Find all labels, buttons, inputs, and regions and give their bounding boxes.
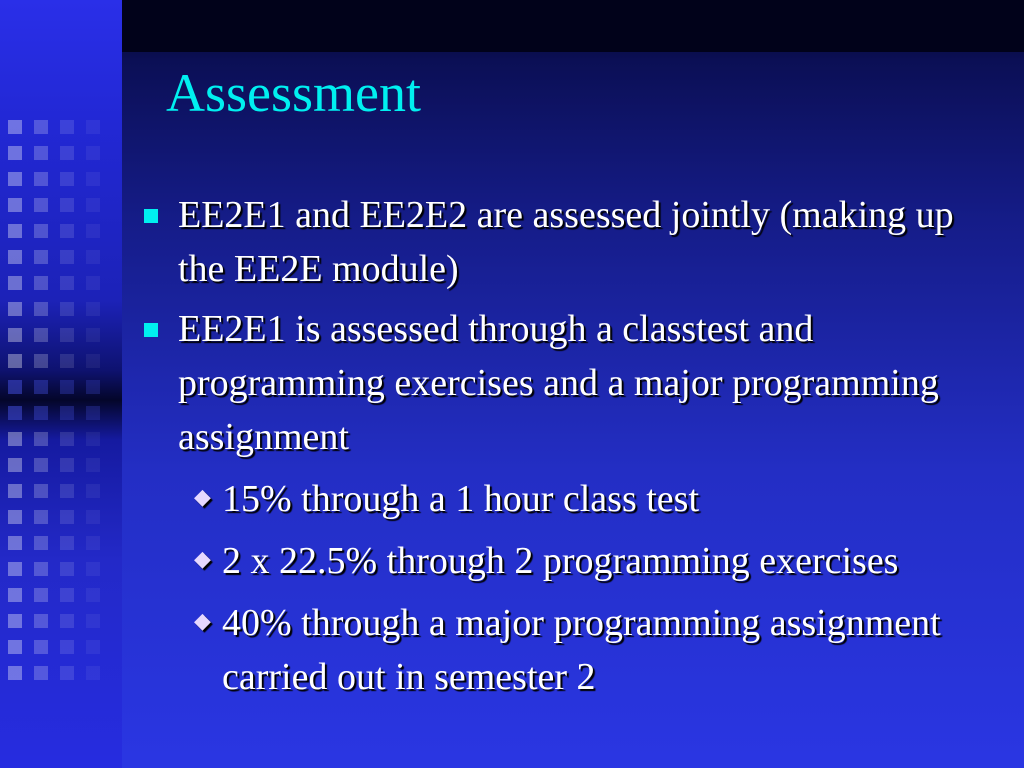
decorative-square [34,562,48,576]
decorative-square [60,536,74,550]
decorative-square [86,510,100,524]
decorative-square [34,432,48,446]
decorative-square [34,146,48,160]
decorative-square [86,198,100,212]
decorative-square [86,614,100,628]
decorative-square [8,224,22,238]
decorative-square [86,562,100,576]
decorative-square [34,666,48,680]
decorative-square [60,172,74,186]
decorative-square [60,250,74,264]
decorative-square [8,120,22,134]
bullet-list [140,188,1000,704]
bullet-text: EE2E1 and EE2E2 are assessed jointly (making up the EE2E module) [178,194,954,290]
decorative-square [86,432,100,446]
decorative-square [8,640,22,654]
decorative-square [8,432,22,446]
decorative-square [8,562,22,576]
decorative-square [86,224,100,238]
sub-bullet-item [192,534,1000,588]
decorative-square [34,328,48,342]
decorative-square [60,484,74,498]
decorative-square [86,588,100,602]
slide-title: Assessment [166,63,421,123]
decorative-square [86,406,100,420]
decorative-square [8,666,22,680]
bullet-text: EE2E1 is assessed through a classtest and programming exercises and a major programming assignment [178,308,939,458]
square-bullet-icon [144,209,158,223]
decorative-square [8,354,22,368]
decorative-square [8,276,22,290]
decorative-square [8,198,22,212]
decorative-square [8,484,22,498]
sub-bullet-text: 40% through a major programming assignment carried out in semester 2 [222,602,941,698]
decorative-square [60,380,74,394]
decorative-square [8,510,22,524]
decorative-square [86,380,100,394]
decorative-square [34,224,48,238]
decorative-square [60,666,74,680]
decorative-square [60,640,74,654]
decorative-square [60,120,74,134]
decorative-square [8,328,22,342]
decorative-square [8,302,22,316]
decorative-square [8,536,22,550]
decorative-square [60,146,74,160]
decorative-square [34,198,48,212]
decorative-square [34,302,48,316]
decorative-square [34,614,48,628]
decorative-square [86,484,100,498]
decorative-square [34,458,48,472]
decorative-square [34,354,48,368]
decorative-square [60,276,74,290]
decorative-square [86,120,100,134]
decorative-square [60,614,74,628]
decorative-square [8,614,22,628]
decorative-square [34,484,48,498]
decorative-square [34,406,48,420]
decorative-square [60,510,74,524]
decorative-square [60,432,74,446]
decorative-squares [4,0,116,768]
decorative-square [60,328,74,342]
decorative-square [34,120,48,134]
decorative-square [34,640,48,654]
decorative-square [86,276,100,290]
decorative-square [8,380,22,394]
decorative-square [34,536,48,550]
decorative-square [86,354,100,368]
decorative-square [60,406,74,420]
decorative-square [86,536,100,550]
decorative-square [8,588,22,602]
sub-bullet-item [192,472,1000,526]
decorative-square [34,276,48,290]
decorative-square [8,458,22,472]
decorative-square [60,198,74,212]
sub-bullet-text: 2 x 22.5% through 2 programming exercises [222,540,899,582]
decorative-square [86,640,100,654]
decorative-square [60,588,74,602]
decorative-square [86,328,100,342]
decorative-square [8,250,22,264]
decorative-square [34,172,48,186]
side-decoration-panel [0,0,122,768]
top-dark-band [122,0,1024,52]
diamond-bullet-icon: ◆ [194,546,211,571]
decorative-square [34,380,48,394]
sub-bullet-item [192,596,1000,704]
decorative-square [34,588,48,602]
decorative-square [60,224,74,238]
decorative-square [86,302,100,316]
decorative-square [60,302,74,316]
decorative-square [86,666,100,680]
decorative-square [34,510,48,524]
decorative-square [60,458,74,472]
decorative-square [60,354,74,368]
decorative-square [86,146,100,160]
decorative-square [86,172,100,186]
bullet-item [140,302,1000,464]
decorative-square [86,458,100,472]
decorative-square [34,250,48,264]
diamond-bullet-icon: ◆ [194,608,211,633]
decorative-square [8,172,22,186]
decorative-square [8,406,22,420]
square-bullet-icon [144,323,158,337]
decorative-square [60,562,74,576]
diamond-bullet-icon: ◆ [194,484,211,509]
bullet-item [140,188,1000,296]
decorative-square [8,146,22,160]
decorative-square [86,250,100,264]
sub-bullet-text: 15% through a 1 hour class test [222,478,700,520]
